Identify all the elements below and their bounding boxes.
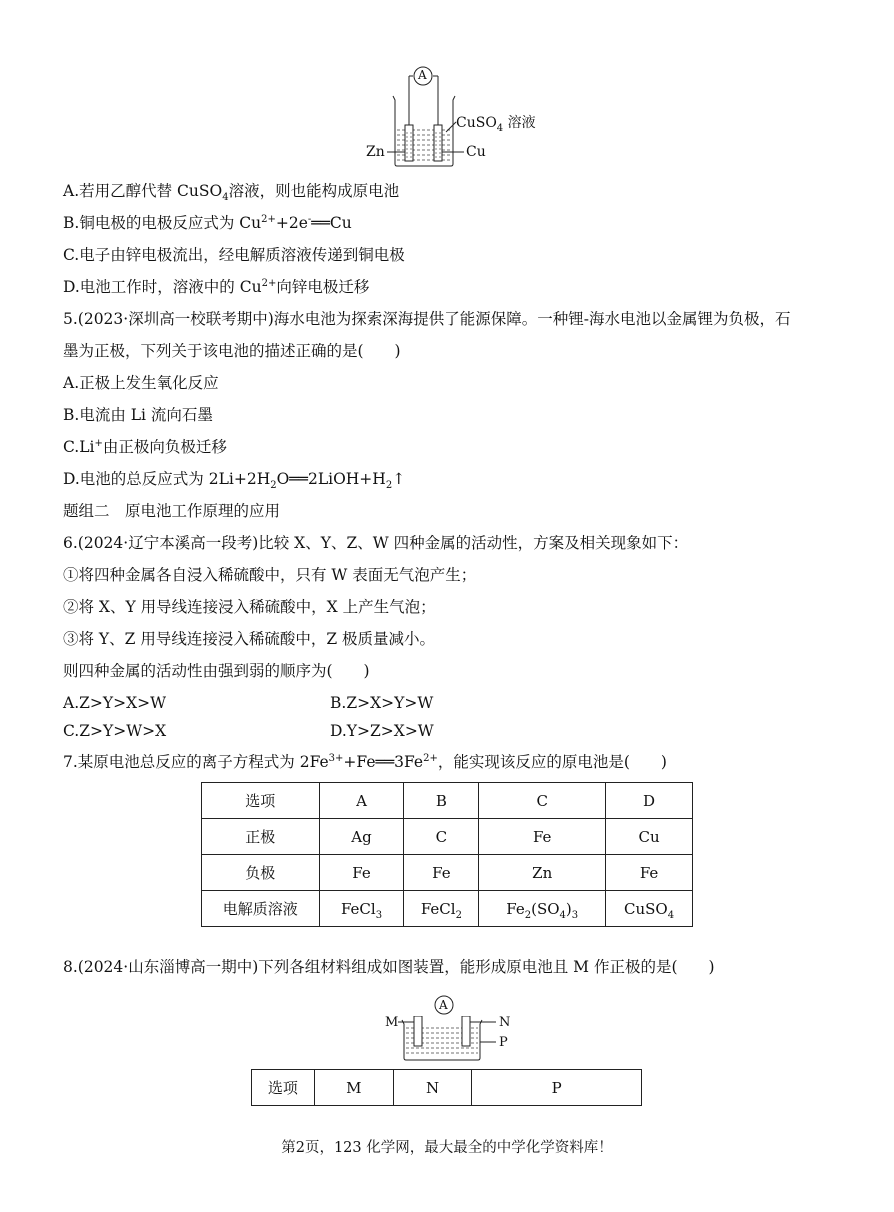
table-row bbox=[202, 819, 693, 855]
q4-option-a: A.若用乙醇代替 CuSO$_4$溶液，则也能构成原电池 bbox=[63, 182, 400, 204]
q4-option-b: B.铜电极的电极反应式为 $Cu^{2+}+2e^-══Cu$ bbox=[63, 213, 352, 232]
table-cell: B bbox=[404, 783, 479, 819]
table-row bbox=[202, 783, 693, 819]
q6-step-1: ①将四种金属各自浸入稀硫酸中，只有 W 表面无气泡产生； bbox=[63, 566, 477, 584]
table-cell: Ag bbox=[319, 819, 404, 855]
table-row bbox=[202, 855, 693, 891]
table-cell: 正极 bbox=[202, 819, 320, 855]
table-cell: 选项 bbox=[202, 783, 320, 819]
table-cell: 负极 bbox=[202, 855, 320, 891]
table-cell: C bbox=[404, 819, 479, 855]
q4-option-c: C.电子由锌电极流出，经电解质溶液传递到铜电极 bbox=[63, 246, 405, 264]
ammeter-symbol-label: A bbox=[418, 68, 427, 82]
table-cell: C bbox=[479, 783, 606, 819]
table-cell: Fe bbox=[479, 819, 606, 855]
q5-stem-line-1: 5.(2023·深圳高一校联考期中)海水电池为探索深海提供了能源保障。一种锂-海水电池以金属锂为负极，石 bbox=[63, 310, 791, 328]
table-cell: M bbox=[314, 1070, 393, 1106]
m-electrode-label: M bbox=[385, 1015, 399, 1030]
q8-stem: 8.(2024·山东淄博高一期中)下列各组材料组成如图装置，能形成原电池且 M 作正极的是( ) bbox=[63, 958, 715, 976]
q5-option-a: A.正极上发生氧化反应 bbox=[63, 374, 219, 392]
q6-option-c: C.Z>Y>W>X bbox=[63, 722, 167, 740]
table-cell: Fe bbox=[319, 855, 404, 891]
table-cell: Zn bbox=[479, 855, 606, 891]
table-cell: FeCl$_3$ bbox=[319, 891, 404, 927]
p-solution-label: P bbox=[499, 1035, 508, 1050]
q6-option-a: A.Z>Y>X>W bbox=[63, 694, 167, 712]
q5-option-d: D.电池的总反应式为 $2Li+2H_2O══2LiOH+H_2↑$ bbox=[63, 470, 406, 492]
table-cell: CuSO$_4$ bbox=[606, 891, 693, 927]
table-row bbox=[202, 891, 693, 927]
table-cell: N bbox=[393, 1070, 472, 1106]
zn-electrode-label: Zn bbox=[366, 144, 385, 160]
q7-options-table bbox=[201, 782, 693, 927]
q5-stem-line-2: 墨为正极，下列关于该电池的描述正确的是( ) bbox=[63, 342, 401, 360]
q4-option-d: D.电池工作时，溶液中的 $Cu^{2+}$向锌电极迁移 bbox=[63, 277, 370, 296]
table-cell: 电解质溶液 bbox=[202, 891, 320, 927]
table-cell: FeCl$_2$ bbox=[404, 891, 479, 927]
cu-electrode-label: Cu bbox=[466, 144, 486, 160]
q6-option-d: D.Y>Z>X>W bbox=[330, 722, 434, 740]
table-cell: P bbox=[472, 1070, 642, 1106]
table-cell: $Fe_2(SO_4)_3$ bbox=[479, 891, 606, 927]
n-electrode-label: N bbox=[499, 1015, 511, 1030]
solution-label: CuSO$_4$ 溶液 bbox=[456, 115, 536, 134]
q6-question: 则四种金属的活动性由强到弱的顺序为( ) bbox=[63, 662, 370, 680]
table-cell: Cu bbox=[606, 819, 693, 855]
table-cell: A bbox=[319, 783, 404, 819]
table-cell: D bbox=[606, 783, 693, 819]
q6-step-2: ②将 X、Y 用导线连接浸入稀硫酸中，X 上产生气泡； bbox=[63, 598, 436, 616]
q6-step-3: ③将 Y、Z 用导线连接浸入稀硫酸中，Z 极质量减小。 bbox=[63, 630, 436, 648]
table-cell: 选项 bbox=[252, 1070, 315, 1106]
q6-stem: 6.(2024·辽宁本溪高一段考)比较 X、Y、Z、W 四种金属的活动性，方案及相关现象如下： bbox=[63, 534, 689, 552]
ammeter-symbol-label-2: A bbox=[439, 998, 448, 1012]
q8-options-table bbox=[251, 1069, 642, 1106]
section-heading-group-2: 题组二 原电池工作原理的应用 bbox=[63, 502, 281, 520]
q5-option-b: B.电流由 Li 流向石墨 bbox=[63, 406, 213, 424]
table-cell: Fe bbox=[606, 855, 693, 891]
q5-option-c: C.Li+由正极向负极迁移 bbox=[63, 437, 227, 456]
page-footer: 第2页，123 化学网，最大最全的中学化学资料库！ bbox=[281, 1140, 613, 1156]
table-row bbox=[252, 1070, 642, 1106]
q7-stem: 7.某原电池总反应的离子方程式为 $2Fe^{3+}+Fe══3Fe^{2+}$，能实现该反应的原电池是( ) bbox=[63, 752, 667, 771]
table-cell: Fe bbox=[404, 855, 479, 891]
q6-option-b: B.Z>X>Y>W bbox=[330, 694, 434, 712]
